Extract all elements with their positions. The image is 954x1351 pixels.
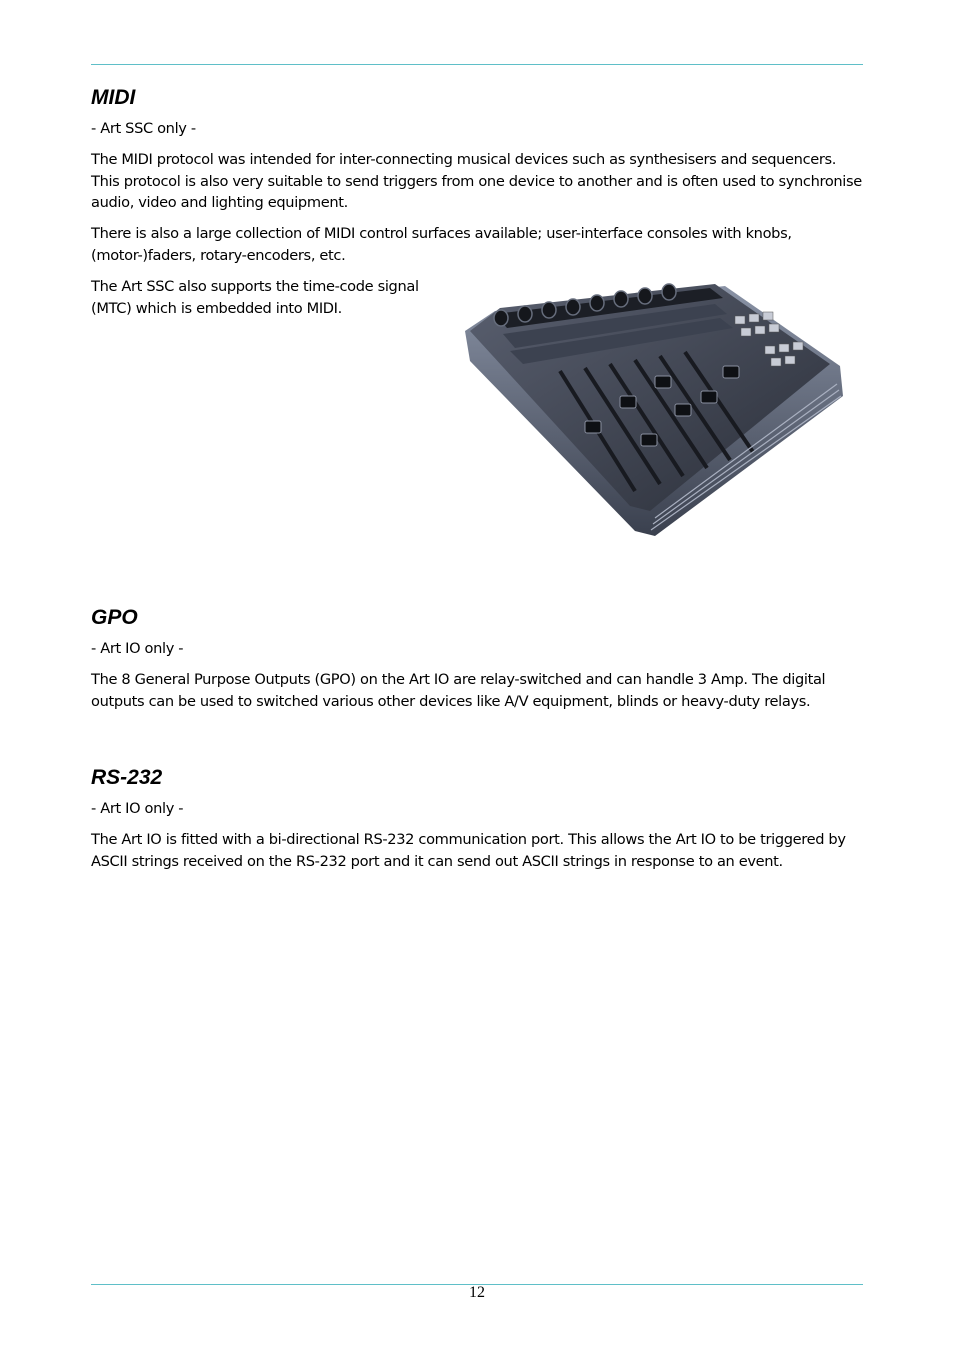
gpo-section — [91, 604, 863, 721]
midi-mtc-block — [91, 276, 863, 576]
rs232-note: - Art IO only - — [91, 800, 184, 817]
midi-paragraph-2: There is also a large collection of MIDI control surfaces available; user-interface consoles with knobs, (motor-)faders, rotary-encoders, etc. — [91, 225, 792, 264]
gpo-paragraph-1: The 8 General Purpose Outputs (GPO) on the Art IO are relay-switched and can handle 3 Amp. The digital outputs can be used to switched various other devices like A/V equipment, blinds or heavy-duty relays. — [91, 670, 826, 710]
midi-paragraph-3: The Art SSC also supports the time-code signal (MTC) which is embedded into MIDI. — [91, 277, 419, 317]
page-number: 12 — [469, 1284, 485, 1301]
midi-note: - Art SSC only - — [91, 120, 196, 137]
midi-heading: MIDI — [91, 86, 136, 109]
gpo-heading: GPO — [91, 606, 138, 629]
header-rule — [91, 64, 863, 65]
midi-controller-image — [465, 256, 845, 541]
gpo-note: - Art IO only - — [91, 640, 184, 657]
midi-section — [91, 84, 863, 576]
rs232-section — [91, 764, 863, 881]
rs232-paragraph-1: The Art IO is fitted with a bi-directional RS-232 communication port. This allows the Art IO to be triggered by ASCII strings received on the RS-232 port and it can send out ASCII strings in response to an event. — [91, 830, 846, 870]
rs232-heading: RS-232 — [91, 766, 163, 789]
midi-paragraph-1: The MIDI protocol was intended for inter-connecting musical devices such as synthesisers and sequencers. This protocol is also very suitable to send triggers from one device to another and is often used to synchronise audio, video and lighting equipment. — [91, 150, 862, 212]
